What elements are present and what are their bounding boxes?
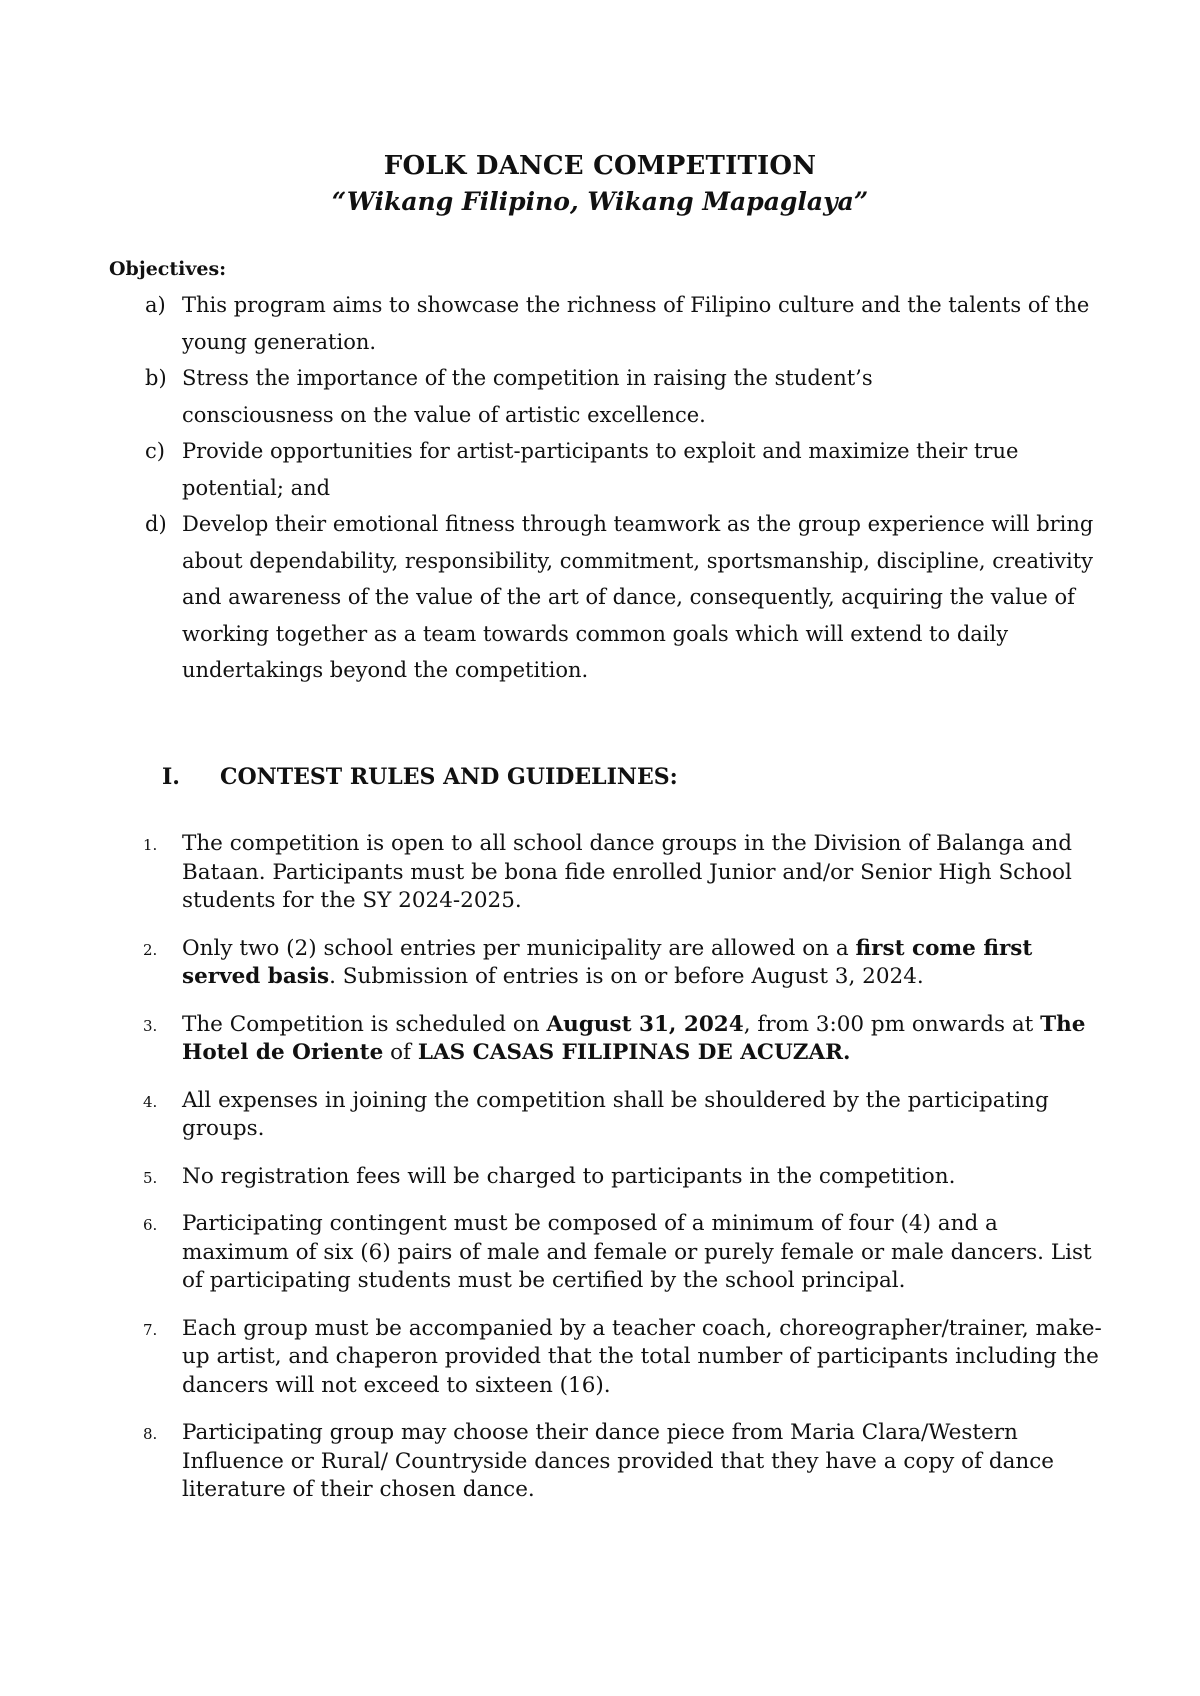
rule-fragment: No registration fees will be charged to participants in the competition. — [182, 1163, 956, 1189]
rule-number: 8. — [143, 1425, 158, 1443]
objective-marker: c) — [145, 439, 165, 463]
document-title: FOLK DANCE COMPETITION — [383, 151, 817, 181]
objectives-list — [0, 287, 1200, 689]
rule-item — [0, 935, 1200, 992]
section-number: I. — [162, 764, 180, 790]
rule-text — [182, 935, 1110, 992]
rule-fragment: of — [383, 1040, 418, 1065]
rule-fragment: , from 3:00 pm onwards at — [743, 1011, 1041, 1037]
objectives-heading: Objectives: — [109, 258, 227, 280]
rule-text — [182, 1419, 1110, 1505]
rule-fragment: . Submission of entries is on or before August 3, 2024. — [329, 964, 924, 989]
rule-item — [0, 830, 1200, 916]
rule-item — [0, 1011, 1200, 1068]
rule-emphasis: first come first served basis — [182, 935, 1033, 989]
rule-text — [182, 1315, 1110, 1401]
objective-marker: d) — [145, 512, 167, 536]
rule-fragment: Only two (2) school entries per municipality are allowed on a — [182, 935, 856, 961]
objective-text: Develop their emotional fitness through teamwork as the group experience will bring about dependability, responsibility, commitment, sportsmanship, discipline, creativity and awareness of the value of the art of dance, consequently, acquiring the value of working together as a team towards common goals which will extend to daily undertakings beyond the competition. — [182, 512, 1094, 682]
rule-number: 1. — [143, 836, 158, 854]
rule-emphasis: The Hotel de Oriente — [182, 1011, 1086, 1065]
rule-emphasis: LAS CASAS FILIPINAS DE ACUZAR. — [417, 1040, 851, 1065]
rule-fragment: The competition is open to all school dance groups in the Division of Balanga and Bataan. Participants must be bona fide enrolled Junior and/or Senior High School students for the SY 2024-2025. — [182, 831, 1072, 913]
rule-item — [0, 1315, 1200, 1401]
rules-list — [0, 830, 1200, 1524]
objective-marker: b) — [145, 366, 167, 390]
rule-fragment: The Competition is scheduled on — [182, 1011, 547, 1037]
rule-item — [0, 1210, 1200, 1296]
section-title: CONTEST RULES AND GUIDELINES: — [220, 764, 678, 790]
rule-item — [0, 1087, 1200, 1144]
rule-number: 6. — [143, 1216, 158, 1234]
rule-fragment: Participating group may choose their dance piece from Maria Clara/Western Influence or Rural/ Countryside dances provided that they have a copy of dance literature of their chosen dance. — [182, 1420, 1055, 1502]
rule-fragment: All expenses in joining the competition shall be shouldered by the participating groups. — [182, 1087, 1049, 1141]
rule-item — [0, 1419, 1200, 1505]
rule-text — [182, 1011, 1110, 1068]
rule-number: 4. — [143, 1092, 158, 1111]
rule-text — [182, 1163, 1110, 1192]
objective-item — [0, 506, 1200, 689]
objective-text: Provide opportunities for artist-participants to exploit and maximize their true potential; and — [182, 439, 1019, 500]
rule-emphasis: August 31, 2024 — [546, 1011, 744, 1037]
rule-number: 2. — [143, 940, 158, 959]
objective-text: Stress the importance of the competition in raising the student’s consciousness on the value of artistic excellence. — [182, 366, 873, 427]
title-block — [0, 148, 1200, 220]
rule-number: 5. — [143, 1168, 158, 1187]
rule-text — [182, 1210, 1110, 1296]
rule-fragment: Each group must be accompanied by a teacher coach, choreographer/trainer, make-up artist, and chaperon provided that the total number of participants including the dancers will not exceed to sixteen (16). — [182, 1315, 1102, 1398]
rule-text — [182, 830, 1110, 916]
rule-text — [182, 1087, 1110, 1144]
rule-item — [0, 1163, 1200, 1192]
rule-number: 7. — [143, 1320, 158, 1339]
objective-item — [0, 433, 1200, 506]
objective-marker: a) — [145, 293, 166, 317]
rule-number: 3. — [143, 1016, 158, 1035]
rule-fragment: Participating contingent must be composed of a minimum of four (4) and a maximum of six (6) pairs of male and female or purely female or male dancers. List of participating students must be certified by the school principal. — [182, 1211, 1092, 1293]
section-heading — [162, 762, 678, 792]
objective-text: This program aims to showcase the richness of Filipino culture and the talents of the young generation. — [182, 293, 1090, 354]
objective-item — [0, 287, 1200, 360]
document-subtitle: “Wikang Filipino, Wikang Mapaglaya” — [331, 187, 869, 216]
objective-item — [0, 360, 1200, 433]
